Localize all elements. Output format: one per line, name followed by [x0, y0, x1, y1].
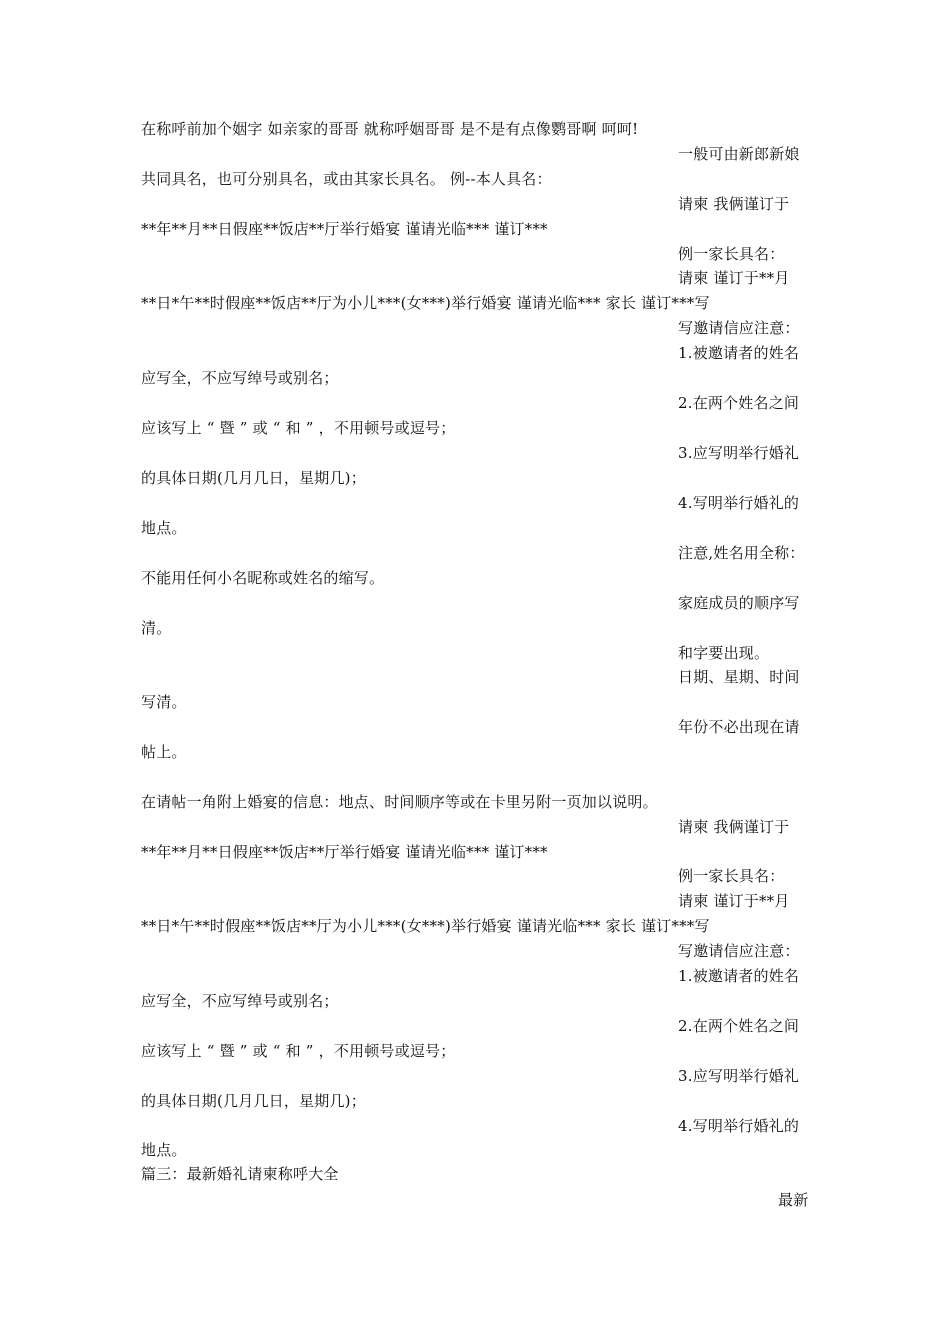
- text-line: 家庭成员的顺序写: [678, 594, 800, 612]
- text-line: 2.在两个姓名之间: [678, 1017, 800, 1035]
- text-line: 日期、星期、时间: [678, 668, 800, 686]
- text-line: 应写全，不应写绰号或别名；: [141, 369, 339, 387]
- text-line: **日*午**时假座**饭店**厅为小儿***(女***)举行婚宴 谨请光临*** 家长 谨订***写: [141, 294, 710, 312]
- text-line: 应写全，不应写绰号或别名；: [141, 992, 339, 1010]
- text-line: 4.写明举行婚礼的: [678, 1117, 800, 1135]
- text-line: 请柬 谨订于**月: [678, 269, 790, 287]
- text-line: 和字要出现。: [678, 644, 770, 662]
- text-line: 应该写上 “ 暨 ” 或 “ 和 ” ，不用顿号或逗号；: [141, 419, 456, 437]
- text-line: 写邀请信应注意：: [678, 319, 800, 337]
- text-line: 的具体日期(几月几日，星期几)；: [141, 1092, 366, 1110]
- text-line: 写清。: [141, 693, 187, 711]
- text-line: 请柬 我俩谨订于: [678, 818, 790, 836]
- text-line: 最新: [778, 1191, 809, 1209]
- text-line: 请柬 我俩谨订于: [678, 195, 790, 213]
- text-line: 地点。: [141, 519, 187, 537]
- text-line: 例一家长具名：: [678, 867, 785, 885]
- text-line: 1.被邀请者的姓名: [678, 967, 800, 985]
- text-line: 年份不必出现在请: [678, 718, 800, 736]
- text-line: 共同具名，也可分别具名，或由其家长具名。 例--本人具名：: [141, 170, 552, 188]
- text-line: 地点。: [141, 1141, 187, 1159]
- text-line: 请柬 谨订于**月: [678, 892, 790, 910]
- text-line: 3.应写明举行婚礼: [678, 444, 800, 462]
- text-line: **年**月**日假座**饭店**厅举行婚宴 谨请光临*** 谨订***: [141, 220, 548, 238]
- text-line: 一般可由新郎新娘: [678, 145, 800, 163]
- text-line: 在称呼前加个姻字 如亲家的哥哥 就称呼姻哥哥 是不是有点像鹦哥啊 呵呵!: [141, 120, 639, 138]
- text-line: 应该写上 “ 暨 ” 或 “ 和 ” ，不用顿号或逗号；: [141, 1042, 456, 1060]
- text-line: 清。: [141, 619, 172, 637]
- text-line: 写邀请信应注意：: [678, 942, 800, 960]
- text-line: 不能用任何小名昵称或姓名的缩写。: [141, 569, 385, 587]
- text-line: 注意,姓名用全称：: [678, 544, 805, 562]
- text-line: 2.在两个姓名之间: [678, 394, 800, 412]
- text-line: 帖上。: [141, 743, 187, 761]
- text-line: 3.应写明举行婚礼: [678, 1067, 800, 1085]
- text-line: 4.写明举行婚礼的: [678, 494, 800, 512]
- text-line: 的具体日期(几月几日，星期几)；: [141, 469, 366, 487]
- text-line: 1.被邀请者的姓名: [678, 344, 800, 362]
- text-line: 在请帖一角附上婚宴的信息：地点、时间顺序等或在卡里另附一页加以说明。: [141, 793, 658, 811]
- section-heading: 篇三：最新婚礼请柬称呼大全: [141, 1165, 339, 1183]
- text-line: **年**月**日假座**饭店**厅举行婚宴 谨请光临*** 谨订***: [141, 843, 548, 861]
- text-line: **日*午**时假座**饭店**厅为小儿***(女***)举行婚宴 谨请光临*** 家长 谨订***写: [141, 917, 710, 935]
- text-line: 例一家长具名：: [678, 245, 785, 263]
